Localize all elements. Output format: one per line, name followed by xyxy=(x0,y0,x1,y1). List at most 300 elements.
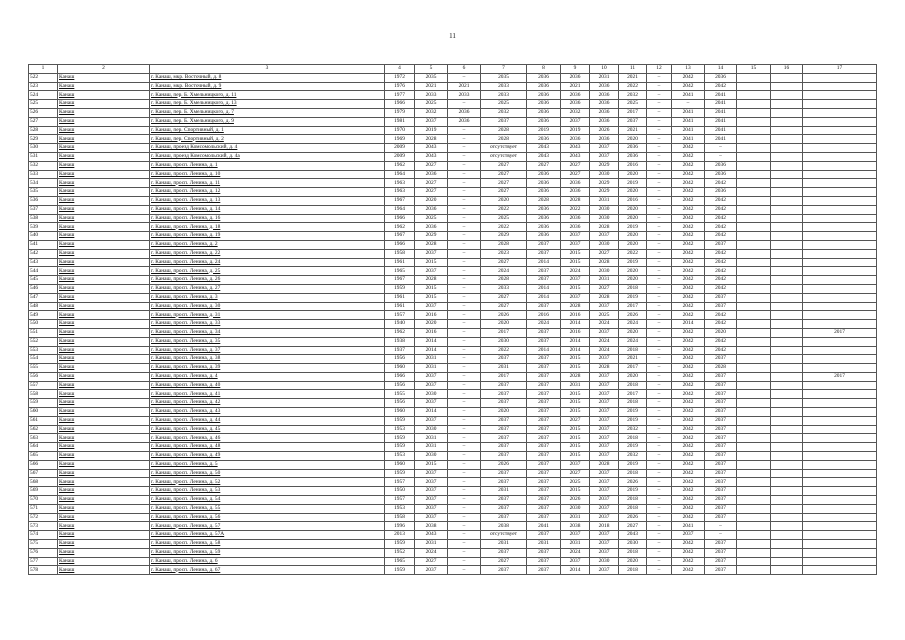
table-cell: 2043 xyxy=(415,152,448,161)
table-cell xyxy=(771,443,803,452)
table-cell: – xyxy=(647,478,672,487)
table-cell: 2014 xyxy=(561,320,590,329)
table-cell: 2027 xyxy=(415,179,448,188)
table-cell: 2031 xyxy=(561,540,590,549)
table-cell xyxy=(737,117,771,126)
table-cell: 2015 xyxy=(415,460,448,469)
table-cell xyxy=(771,240,803,249)
column-header: 14 xyxy=(705,65,737,74)
table-cell: 2014 xyxy=(561,346,590,355)
table-cell: 2019 xyxy=(619,258,647,267)
table-cell xyxy=(771,548,803,557)
column-header: 7 xyxy=(481,65,527,74)
table-cell: 523 xyxy=(29,82,58,91)
table-cell: 2042 xyxy=(672,205,705,214)
table-cell: Канаш xyxy=(58,469,150,478)
table-cell: 2031 xyxy=(481,487,527,496)
table-cell xyxy=(803,214,877,223)
column-header: 12 xyxy=(647,65,672,74)
table-cell: 1970 xyxy=(385,126,415,135)
table-cell: 2037 xyxy=(527,416,561,425)
table-cell: 548 xyxy=(29,302,58,311)
table-cell xyxy=(803,188,877,197)
table-cell: 2043 xyxy=(527,152,561,161)
table-cell: – xyxy=(647,399,672,408)
table-cell: 2014 xyxy=(527,346,561,355)
table-cell: 2028 xyxy=(561,196,590,205)
table-cell: 1957 xyxy=(385,478,415,487)
table-cell: 2037 xyxy=(527,531,561,540)
table-cell xyxy=(803,284,877,293)
table-cell xyxy=(771,293,803,302)
table-cell: 1938 xyxy=(385,337,415,346)
table-cell: 2042 xyxy=(672,434,705,443)
table-cell xyxy=(803,557,877,566)
table-cell: 2037 xyxy=(590,443,619,452)
table-cell: 2037 xyxy=(527,249,561,258)
table-cell: Канаш xyxy=(58,276,150,285)
table-cell: 2021 xyxy=(619,355,647,364)
table-cell xyxy=(737,513,771,522)
table-cell: 2018 xyxy=(619,346,647,355)
table-cell xyxy=(803,425,877,434)
table-cell xyxy=(737,337,771,346)
table-cell xyxy=(803,548,877,557)
table-cell: 2037 xyxy=(705,513,737,522)
table-cell: – xyxy=(647,152,672,161)
table-cell: Канаш xyxy=(58,302,150,311)
table-cell: – xyxy=(647,91,672,100)
table-cell: – xyxy=(647,100,672,109)
table-cell: 575 xyxy=(29,540,58,549)
column-header: 1 xyxy=(29,65,58,74)
table-row xyxy=(29,179,877,188)
table-cell: Канаш xyxy=(58,399,150,408)
table-cell: 2027 xyxy=(415,161,448,170)
table-cell: 2042 xyxy=(672,249,705,258)
table-row xyxy=(29,390,877,399)
table-cell: 2028 xyxy=(561,302,590,311)
table-cell: 2037 xyxy=(705,478,737,487)
table-cell: 2042 xyxy=(672,170,705,179)
table-cell: 1953 xyxy=(385,425,415,434)
table-cell: 2037 xyxy=(415,469,448,478)
table-row xyxy=(29,284,877,293)
table-cell xyxy=(771,452,803,461)
table-cell: 2014 xyxy=(561,337,590,346)
table-cell: Канаш xyxy=(58,522,150,531)
table-cell: Канаш xyxy=(58,214,150,223)
table-cell xyxy=(803,504,877,513)
table-cell: 2037 xyxy=(705,240,737,249)
table-cell: 2037 xyxy=(705,372,737,381)
table-cell: 2021 xyxy=(561,82,590,91)
table-cell: 2028 xyxy=(415,276,448,285)
table-cell: 2030 xyxy=(590,267,619,276)
table-cell: 2042 xyxy=(672,513,705,522)
table-cell: 529 xyxy=(29,135,58,144)
table-row xyxy=(29,531,877,540)
table-cell: 542 xyxy=(29,249,58,258)
table-cell: г. Канаш, просп. Ленина, д. 48 xyxy=(150,443,385,452)
table-cell: 2015 xyxy=(415,258,448,267)
table-cell: 574 xyxy=(29,531,58,540)
table-cell xyxy=(771,73,803,82)
table-cell: Канаш xyxy=(58,566,150,575)
table-cell: 564 xyxy=(29,443,58,452)
table-cell xyxy=(737,434,771,443)
table-cell: – xyxy=(647,487,672,496)
table-cell: – xyxy=(448,214,481,223)
table-cell: г. Канаш, просп. Ленина, д. 42 xyxy=(150,399,385,408)
table-cell: – xyxy=(647,267,672,276)
table-cell: – xyxy=(647,381,672,390)
table-cell: 2037 xyxy=(527,487,561,496)
table-cell: 2037 xyxy=(415,416,448,425)
table-cell: 2016 xyxy=(619,196,647,205)
table-cell: 2022 xyxy=(481,205,527,214)
table-cell: 2042 xyxy=(672,73,705,82)
table-cell xyxy=(803,135,877,144)
table-cell: 2036 xyxy=(527,179,561,188)
table-cell: Канаш xyxy=(58,117,150,126)
table-cell xyxy=(771,135,803,144)
table-cell xyxy=(737,311,771,320)
table-cell: 2037 xyxy=(590,452,619,461)
table-cell: 532 xyxy=(29,161,58,170)
table-cell: 2037 xyxy=(415,302,448,311)
table-cell: – xyxy=(647,328,672,337)
table-cell: 527 xyxy=(29,117,58,126)
table-cell: 2026 xyxy=(590,126,619,135)
table-cell: 2027 xyxy=(481,179,527,188)
table-cell xyxy=(771,540,803,549)
table-cell: 2041 xyxy=(705,91,737,100)
table-cell: 2041 xyxy=(705,100,737,109)
table-cell: 2028 xyxy=(590,364,619,373)
table-cell: 2042 xyxy=(672,460,705,469)
table-cell: 2033 xyxy=(415,91,448,100)
table-cell: – xyxy=(647,557,672,566)
table-cell: 2037 xyxy=(705,425,737,434)
table-cell: – xyxy=(448,240,481,249)
table-cell: 2042 xyxy=(705,249,737,258)
table-cell: 547 xyxy=(29,293,58,302)
table-cell: 2028 xyxy=(590,460,619,469)
table-cell: 2042 xyxy=(672,240,705,249)
table-cell: г. Канаш, просп. Ленина, д. 45 xyxy=(150,425,385,434)
table-cell: – xyxy=(448,487,481,496)
table-cell xyxy=(771,267,803,276)
table-cell: 2021 xyxy=(619,73,647,82)
table-cell: Канаш xyxy=(58,496,150,505)
table-cell: 563 xyxy=(29,434,58,443)
table-cell: – xyxy=(647,276,672,285)
table-cell: г. Канаш, просп. Ленина, д. 18 xyxy=(150,223,385,232)
table-cell: 2030 xyxy=(415,425,448,434)
table-cell: 2037 xyxy=(590,399,619,408)
table-cell: 543 xyxy=(29,258,58,267)
table-cell: 2027 xyxy=(481,188,527,197)
table-cell: 567 xyxy=(29,469,58,478)
table-row xyxy=(29,100,877,109)
table-cell xyxy=(771,284,803,293)
table-cell: 2017 xyxy=(619,108,647,117)
table-cell: г. Канаш, мкр. Восточный, д. 9 xyxy=(150,82,385,91)
table-row xyxy=(29,381,877,390)
table-cell xyxy=(737,328,771,337)
table-cell: 2027 xyxy=(415,557,448,566)
table-cell: – xyxy=(448,328,481,337)
table-cell: – xyxy=(448,320,481,329)
table-cell: 2036 xyxy=(527,223,561,232)
table-cell: Канаш xyxy=(58,328,150,337)
table-cell: – xyxy=(647,117,672,126)
table-cell: 1962 xyxy=(385,161,415,170)
table-cell: 2036 xyxy=(527,188,561,197)
table-cell xyxy=(803,390,877,399)
table-cell: 2031 xyxy=(590,196,619,205)
table-cell: – xyxy=(647,372,672,381)
table-cell: 2033 xyxy=(481,82,527,91)
table-cell: 2037 xyxy=(619,117,647,126)
table-cell xyxy=(803,126,877,135)
table-cell: г. Канаш, просп. Ленина, д. 54 xyxy=(150,496,385,505)
table-cell: Канаш xyxy=(58,170,150,179)
table-cell: г. Канаш, просп. Ленина, д. 16 xyxy=(150,214,385,223)
table-cell: Канаш xyxy=(58,355,150,364)
table-cell: 2020 xyxy=(415,196,448,205)
table-cell: 2024 xyxy=(415,548,448,557)
table-cell: 2015 xyxy=(561,355,590,364)
table-cell: 2042 xyxy=(705,320,737,329)
table-cell: – xyxy=(448,504,481,513)
table-cell: 560 xyxy=(29,408,58,417)
table-row xyxy=(29,144,877,153)
table-cell: 2036 xyxy=(590,117,619,126)
table-cell: – xyxy=(448,258,481,267)
table-cell xyxy=(737,364,771,373)
column-header: 10 xyxy=(590,65,619,74)
table-row xyxy=(29,108,877,117)
table-cell xyxy=(771,144,803,153)
table-cell: 2020 xyxy=(619,240,647,249)
table-cell: 1967 xyxy=(385,276,415,285)
table-cell: г. Канаш, просп. Ленина, д. 38 xyxy=(150,355,385,364)
table-cell: – xyxy=(448,161,481,170)
table-cell xyxy=(737,100,771,109)
table-cell: 2027 xyxy=(481,302,527,311)
table-cell: 2030 xyxy=(481,337,527,346)
table-cell: – xyxy=(647,214,672,223)
table-cell: Канаш xyxy=(58,232,150,241)
table-cell: 2037 xyxy=(590,496,619,505)
table-cell: 2024 xyxy=(590,320,619,329)
table-cell: 2042 xyxy=(672,179,705,188)
table-cell: г. Канаш, мкр. Восточный, д. 8 xyxy=(150,73,385,82)
table-cell: 2020 xyxy=(619,205,647,214)
table-cell: 2037 xyxy=(561,117,590,126)
table-cell: – xyxy=(448,152,481,161)
table-cell xyxy=(771,381,803,390)
table-cell: 2025 xyxy=(619,100,647,109)
table-cell: Канаш xyxy=(58,135,150,144)
table-cell: 2037 xyxy=(705,540,737,549)
table-cell: 2037 xyxy=(705,399,737,408)
table-cell: 2019 xyxy=(619,487,647,496)
column-header: 4 xyxy=(385,65,415,74)
table-row xyxy=(29,73,877,82)
table-row xyxy=(29,408,877,417)
table-cell: – xyxy=(705,144,737,153)
table-cell: 2042 xyxy=(672,311,705,320)
table-cell: – xyxy=(647,548,672,557)
table-row xyxy=(29,337,877,346)
table-cell: 2037 xyxy=(705,452,737,461)
table-cell: 2037 xyxy=(415,496,448,505)
table-cell: 2037 xyxy=(481,399,527,408)
table-cell: 2019 xyxy=(561,126,590,135)
table-cell: 2037 xyxy=(527,276,561,285)
table-cell: 2037 xyxy=(705,443,737,452)
table-cell: г. Канаш, просп. Ленина, д. 30 xyxy=(150,302,385,311)
table-cell: 2037 xyxy=(590,425,619,434)
table-cell: – xyxy=(647,522,672,531)
table-cell: 1959 xyxy=(385,416,415,425)
table-cell xyxy=(737,390,771,399)
table-cell: – xyxy=(448,73,481,82)
table-cell xyxy=(803,381,877,390)
table-cell xyxy=(737,372,771,381)
table-cell: 533 xyxy=(29,170,58,179)
table-row xyxy=(29,320,877,329)
table-cell: 2027 xyxy=(481,293,527,302)
table-cell: 2037 xyxy=(415,513,448,522)
table-cell xyxy=(771,504,803,513)
table-cell: 2037 xyxy=(590,390,619,399)
header-row xyxy=(29,65,877,74)
table-cell: 2036 xyxy=(527,73,561,82)
table-cell: 2015 xyxy=(561,452,590,461)
column-header: 13 xyxy=(672,65,705,74)
table-cell xyxy=(737,302,771,311)
table-cell: – xyxy=(448,416,481,425)
table-cell: г. Канаш, просп. Ленина, д. 1 xyxy=(150,161,385,170)
table-cell: 2018 xyxy=(619,548,647,557)
table-cell xyxy=(771,311,803,320)
table-cell: Канаш xyxy=(58,91,150,100)
table-cell: 2042 xyxy=(672,416,705,425)
table-cell xyxy=(737,452,771,461)
table-cell: 2019 xyxy=(415,126,448,135)
table-cell: 2018 xyxy=(590,522,619,531)
table-cell: г. Канаш, просп. Ленина, д. 27 xyxy=(150,284,385,293)
table-cell xyxy=(737,170,771,179)
table-cell: 2036 xyxy=(527,170,561,179)
table-cell xyxy=(803,320,877,329)
table-cell: – xyxy=(448,232,481,241)
table-cell: 2032 xyxy=(619,91,647,100)
table-cell: – xyxy=(647,108,672,117)
table-cell: 2042 xyxy=(705,346,737,355)
table-cell xyxy=(737,276,771,285)
table-cell xyxy=(737,531,771,540)
table-cell xyxy=(771,117,803,126)
table-cell: 2042 xyxy=(705,311,737,320)
table-cell: 2042 xyxy=(705,267,737,276)
table-row xyxy=(29,276,877,285)
table-cell: 530 xyxy=(29,144,58,153)
table-cell: 2028 xyxy=(481,276,527,285)
table-cell xyxy=(771,328,803,337)
table-cell: г. Канаш, просп. Ленина, д. 25 xyxy=(150,267,385,276)
table-cell: г. Канаш, просп. Ленина, д. 49 xyxy=(150,452,385,461)
table-row xyxy=(29,513,877,522)
table-cell: 2020 xyxy=(481,320,527,329)
table-cell: – xyxy=(448,469,481,478)
table-cell: отсутствует xyxy=(481,144,527,153)
table-cell: 2016 xyxy=(561,328,590,337)
table-cell: 2042 xyxy=(672,504,705,513)
table-cell xyxy=(737,108,771,117)
table-cell: 1959 xyxy=(385,540,415,549)
table-cell: 2037 xyxy=(561,460,590,469)
table-cell: 2037 xyxy=(527,513,561,522)
table-cell: – xyxy=(448,513,481,522)
table-row xyxy=(29,434,877,443)
table-cell xyxy=(771,205,803,214)
table-cell: – xyxy=(448,381,481,390)
table-cell xyxy=(771,496,803,505)
table-cell: – xyxy=(647,144,672,153)
table-cell: 2024 xyxy=(590,346,619,355)
table-cell xyxy=(737,320,771,329)
table-cell: 1956 xyxy=(385,399,415,408)
table-cell: Канаш xyxy=(58,460,150,469)
table-cell xyxy=(737,425,771,434)
table-cell: – xyxy=(448,135,481,144)
table-cell xyxy=(803,346,877,355)
table-cell: 2019 xyxy=(619,416,647,425)
table-cell xyxy=(771,531,803,540)
table-cell xyxy=(771,188,803,197)
table-cell: 2041 xyxy=(705,135,737,144)
table-cell: 2037 xyxy=(481,355,527,364)
table-cell: 2017 xyxy=(619,390,647,399)
table-cell: – xyxy=(647,320,672,329)
table-cell xyxy=(771,557,803,566)
table-cell: 2020 xyxy=(619,232,647,241)
table-cell: 2015 xyxy=(561,408,590,417)
table-cell: 1952 xyxy=(385,548,415,557)
table-cell: 2042 xyxy=(672,540,705,549)
table-cell: 2037 xyxy=(705,460,737,469)
table-cell: 2042 xyxy=(672,372,705,381)
table-cell xyxy=(737,548,771,557)
table-cell: г. Канаш, просп. Ленина, д. 34 xyxy=(150,328,385,337)
table-cell: – xyxy=(647,364,672,373)
table-cell: 1957 xyxy=(385,311,415,320)
table-row xyxy=(29,469,877,478)
table-cell: 2028 xyxy=(561,372,590,381)
table-cell: 1972 xyxy=(385,73,415,82)
table-cell: Канаш xyxy=(58,372,150,381)
table-cell: 2031 xyxy=(415,443,448,452)
table-cell: 540 xyxy=(29,232,58,241)
table-cell: г. Канаш, просп. Ленина, д. 6 xyxy=(150,557,385,566)
table-cell: – xyxy=(448,346,481,355)
table-cell: Канаш xyxy=(58,416,150,425)
